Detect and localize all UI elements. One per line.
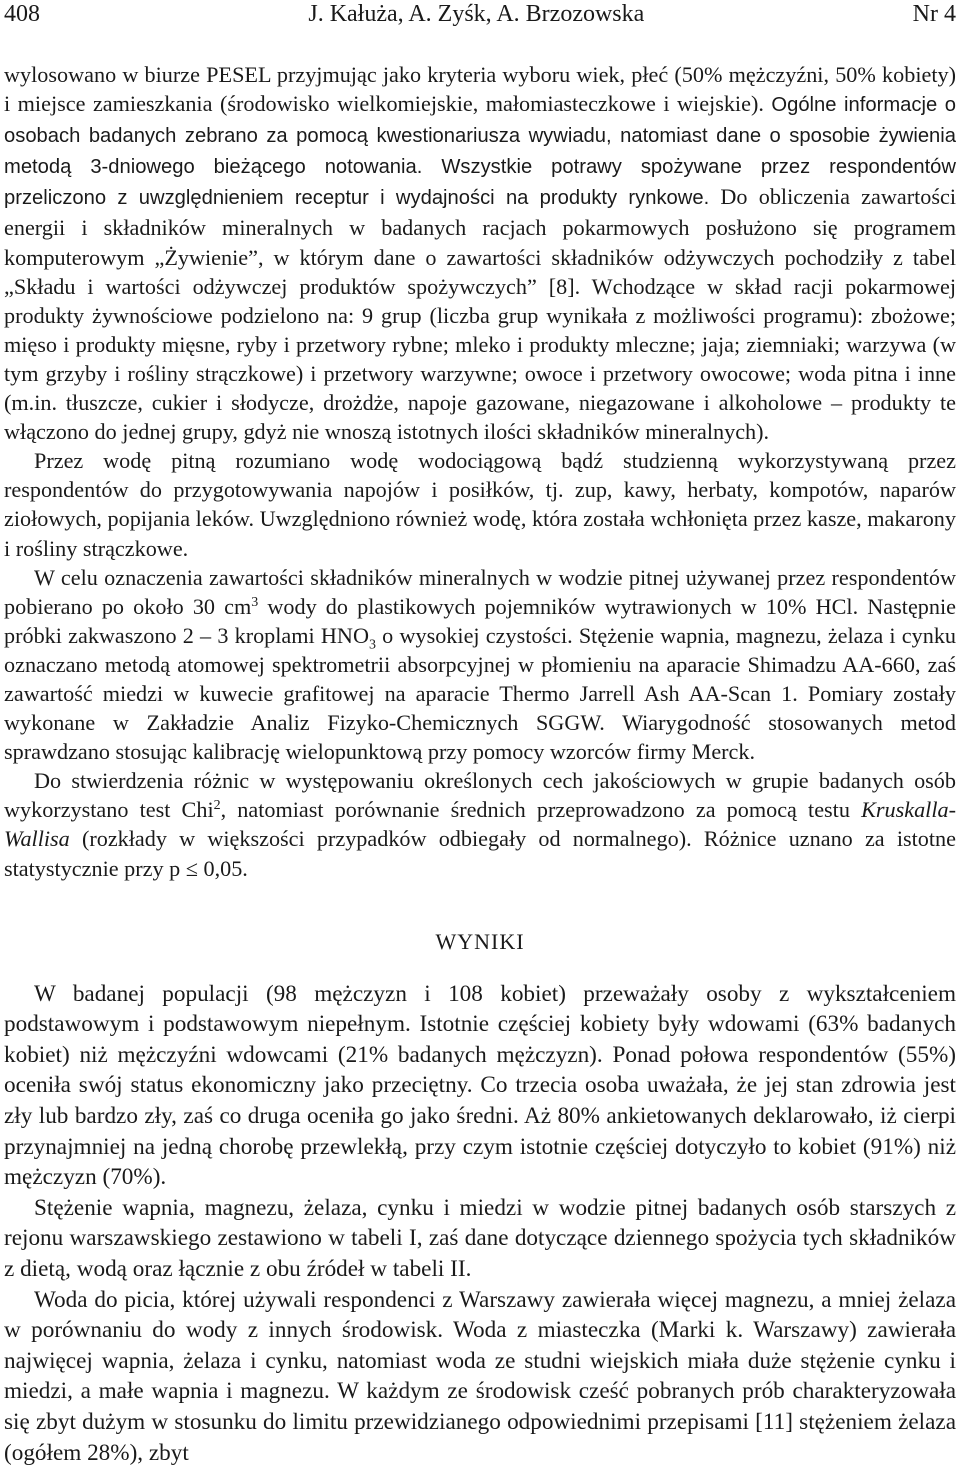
results-paragraph-1: W badanej populacji (98 mężczyzn i 108 kobiet) przeważały osoby z wykształceniem podstawowym i podstawowym niepełnym. Istotnie częściej kobiety były wdowami (63% badanych kobiet) niż mężczyźni wdowcami (21% badanych mężczyzn). Ponad połowa respondentów (55%) oceniła swój status ekonomiczny jako przeciętny. Co trzecia osoba uważała, że jej stan zdrowia jest zły lub bardzo zły, zaś co druga oceniła go jako średni. Aż 80% ankietowanych deklarowało, iż cierpi przynajmniej na jedną chorobę przewlekłą, przy czym istotnie częściej dotyczyło to kobiet (91%) niż mężczyzn (70%).	[4, 980, 956, 1191]
header-authors: J. Kałuża, A. Zyśk, A. Brzozowska	[308, 1, 645, 27]
cubic-superscript: 3	[251, 594, 259, 610]
hno3-subscript: 3	[368, 637, 376, 653]
chi-superscript: 2	[213, 798, 221, 814]
methods-paragraph-2: Przez wodę pitną rozumiano wodę wodociągową bądź studzienną wykorzystywaną przez respondentów do przygotowywania napojów i posiłków, tj. zup, kawy, herbaty, kompotów, naparów ziołowych, popijania leków. Uwzględniono również wodę, która została wchłonięta przez kasze, makarony i rośliny strączkowe.	[4, 448, 956, 561]
methods-p4-text-a: Do stwierdzenia różnic w występowaniu określonych cech jakościowych w grupie badanych osób wykorzystano test Chi	[4, 768, 956, 823]
methods-p3-text-a: W celu oznaczenia zawartości składników mineralnych w wodzie pitnej używanej przez respondentów pobierano po około 30 cm	[4, 564, 956, 619]
journal-page	[4, 0, 956, 1468]
running-header	[4, 0, 956, 30]
methods-p4-text-b: , natomiast porównanie średnich przeprowadzono za pomocą testu	[220, 797, 862, 823]
methods-paragraph-3	[4, 563, 956, 767]
issue-number: Nr 4	[912, 1, 956, 27]
methods-paragraph-1	[4, 60, 956, 446]
page-number: 408	[4, 1, 40, 27]
methods-section	[4, 60, 956, 883]
results-section	[4, 979, 956, 1469]
methods-p3-text-c: o wysokiej czystości. Stężenie wapnia, magnezu, żelaza i cynku oznaczano metodą atomowej spektrometrii absorpcyjnej w płomieniu na aparacie Shimadzu AA-660, zaś zawartość miedzi w kuwecie grafitowej na aparacie Thermo Jarrell Ash AA-Scan 1. Pomiary zostały wykonane w Zakładzie Analiz Fizyko-Chemicznych SGGW. Wiarygodność stosowanych metod sprawdzano stosując kalibrację wielopunktową przy pomocy wzorców firmy Merck.	[4, 622, 957, 765]
test-name-italic: Kruskalla-Wallisa	[4, 797, 956, 852]
methods-p1-data-collection: Ogólne informacje o osobach badanych zebrano za pomocą kwestionariusza wywiadu, natomiast dane o sposobie żywienia metodą 3-dniowego bieżącego notowania. Wszystkie potrawy spożywane przez respondentów przeliczono z uwzględnieniem receptur i wydajności na produkty rynkowe.	[4, 94, 956, 210]
methods-p1-sampling: wylosowano w biurze PESEL przyjmując jako kryteria wyboru wiek, płeć (50% mężczyźni, 50% kobiety) i miejsce zamieszkania (środowisko wielkomiejskie, małomiasteczkowe i wiejskie).	[4, 62, 956, 117]
methods-p3-text-b: wody do plastikowych pojemników wytrawionych w 10% HCl. Następnie próbki zakwaszono 2 – 3 kroplami HNO	[4, 593, 956, 648]
methods-p1-calculation: Do obliczenia zawartości energii i składników mineralnych w badanych racjach pokarmowych posłużono się programem komputerowym „Żywienie”, w którym dane o zawartości składników odżywczych pochodziły z tabel „Składu i wartości odżywczej produktów spożywczych” [8]. Wchodzące w skład racji pokarmowej produkty żywnościowe podzielono na: 9 grup (liczba grup wynikała z możliwości programu): zbożowe; mięso i produkty mięsne, ryby i przetwory rybne; mleko i produkty mleczne; jaja; ziemniaki; warzywa (w tym grzyby i rośliny strączkowe) i przetwory warzywne; owoce i przetwory owocowe; woda pitna i inne (m.in. tłuszcze, cukier i słodycze, drożdże, napoje gazowane, niegazowane i alkoholowe – produkty te włączono do jednej grupy, gdyż nie wnoszą istotnych ilości składników mineralnych).	[4, 184, 956, 445]
results-paragraph-3: Woda do picia, której używali respondenci z Warszawy zawierała więcej magnezu, a mniej żelaza w porównaniu do wody z innych środowisk. Woda z miasteczka (Marki k. Warszawy) zawierała najwięcej wapnia, żelaza i cynku, natomiast woda ze studni wiejskich miała duże stężenie cynku i miedzi, a małe wapnia i magnezu. W każdym ze środowisk cześć pobranych prób charakteryzowała się zbyt dużym w stosunku do limitu przewidzianego odpowiednimi przepisami [11] stężeniem żelaza (ogółem 28%), zbyt	[4, 1286, 956, 1466]
methods-paragraph-4	[4, 766, 956, 882]
methods-p4-text-c: (rozkłady w większości przypadków odbiegały od normalnego). Różnice uznano za istotne statystycznie przy p ≤ 0,05.	[4, 826, 956, 881]
section-heading: WYNIKI	[435, 928, 525, 954]
results-paragraph-2: Stężenie wapnia, magnezu, żelaza, cynku i miedzi w wodzie pitnej badanych osób starszych z rejonu warszawskiego zestawiono w tabeli I, zaś dane dotyczące dziennego spożycia tych składników z dietą, wodą oraz łącznie z obu źródeł w tabeli II.	[4, 1194, 956, 1282]
